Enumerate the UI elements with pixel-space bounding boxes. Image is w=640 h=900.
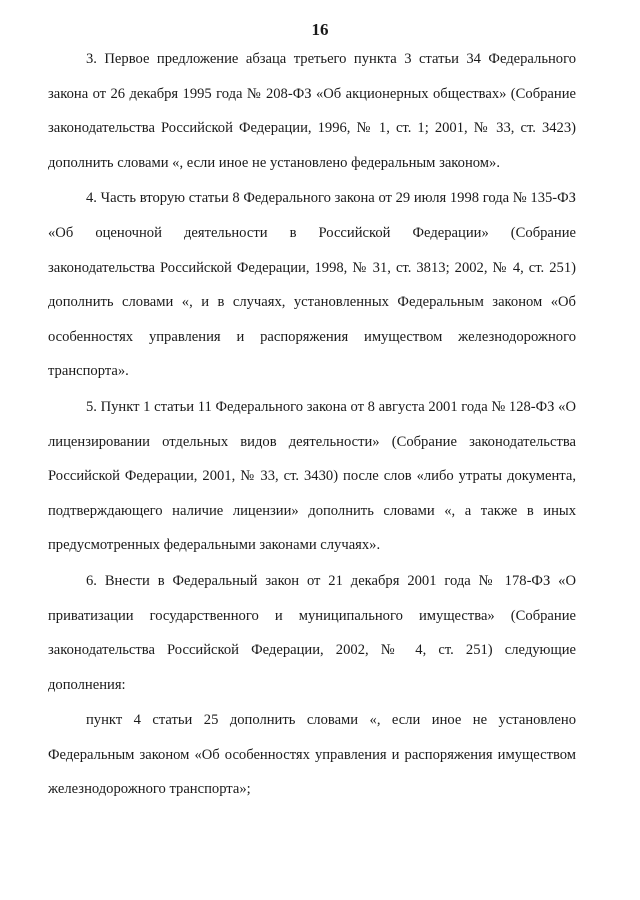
paragraph-item-6: 6. Внести в Федеральный закон от 21 декабря 2001 года № 178-ФЗ «О приватизации государственного и муниципального имущества» (Собрание законодательства Российской Федерации, 2002, № 4, ст. 251) следующие дополнения: (48, 572, 576, 693)
paragraph-subitem-article-25: пункт 4 статьи 25 дополнить словами «, если иное не установлено Федеральным законом «Об особенностях управления и распоряжения имуществом железнодорожного транспорта»; (48, 712, 576, 798)
paragraph-item-3: 3. Первое предложение абзаца третьего пункта 3 статьи 34 Федерального закона от 26 декабря 1995 года № 208-ФЗ «Об акционерных обществах» (Собрание законодательства Российской Федерации, 1996, № 1, ст. 1; 2001, № 33, ст. 3423) дополнить словами «, если иное не установлено федеральным законом». (48, 51, 576, 171)
page-number: 16 (311, 20, 329, 39)
paragraph-item-5: 5. Пункт 1 статьи 11 Федерального закона от 8 августа 2001 года № 128-ФЗ «О лицензировании отдельных видов деятельности» (Собрание законодательства Российской Федерации, 2001, № 33, ст. 3430) после слов «либо утраты документа, подтверждающего наличие лицензии» дополнить словами «, а также в иных предусмотренных федеральными законами случаях». (48, 398, 576, 554)
paragraph-item-4: 4. Часть вторую статьи 8 Федерального закона от 29 июля 1998 года № 135-ФЗ «Об оценочной деятельности в Российской Федерации» (Собрание законодательства Российской Федерации, 1998, № 31, ст. 3813; 2002, № 4, ст. 251) дополнить словами «, и в случаях, установленных Федеральным законом «Об особенностях управления и распоряжения имуществом железнодорожного транспорта». (48, 190, 576, 380)
document-body (48, 42, 576, 807)
